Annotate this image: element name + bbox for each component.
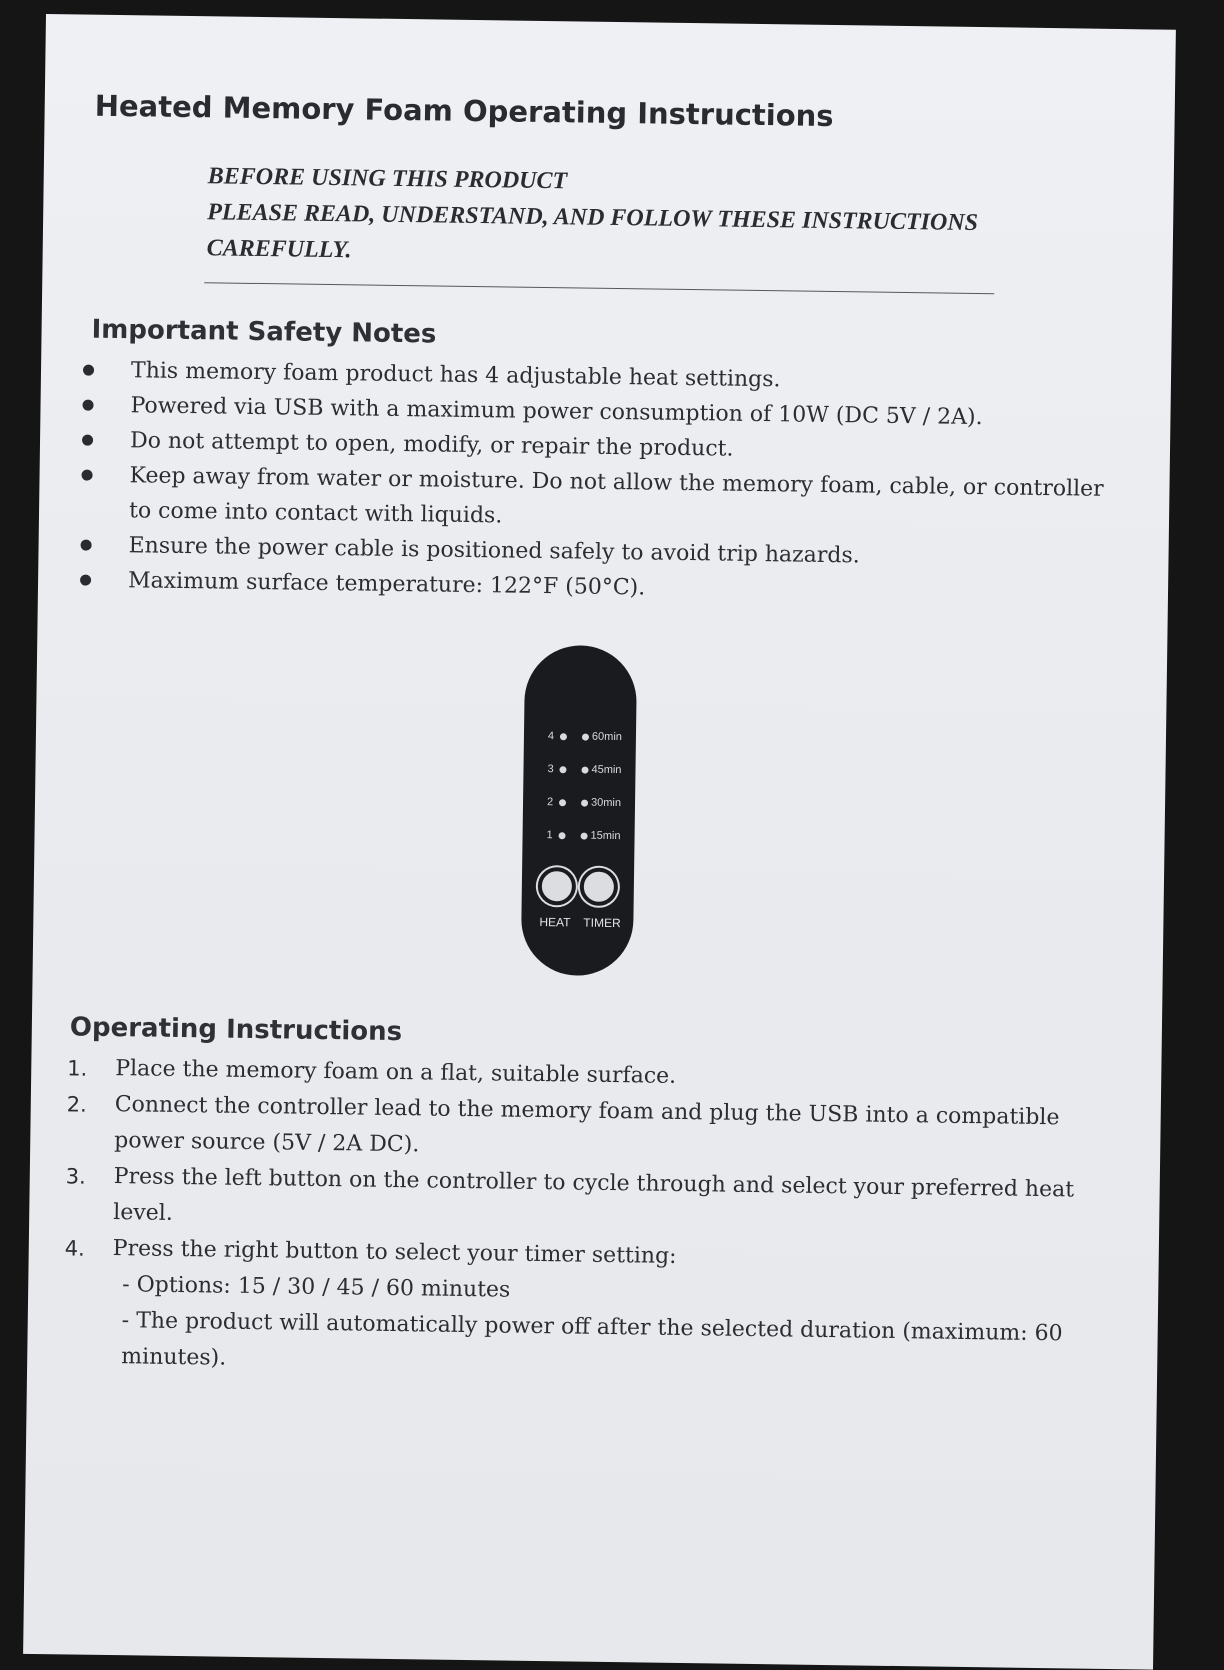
read-before-use-notice (206, 158, 1007, 277)
timer-indicator-icon (582, 734, 589, 741)
bullet-icon (82, 435, 93, 446)
safety-item-text: Powered via USB with a maximum power consumption of 10W (DC 5V / 2A). (130, 393, 983, 431)
timer-option-label: 30min (590, 796, 622, 810)
safety-list (74, 352, 1127, 612)
controller-row (523, 760, 635, 782)
instruction-sheet (23, 14, 1176, 1670)
heat-level-label: 1 (546, 829, 553, 842)
document-title: Heated Memory Foam Operating Instructions (94, 88, 834, 134)
bullet-icon (81, 540, 92, 551)
controller-row (524, 727, 636, 749)
safety-item-text: Ensure the power cable is positioned safely to avoid trip hazards. (128, 533, 860, 569)
heat-button-icon (538, 867, 577, 906)
safety-item-text: This memory foam product has 4 adjustable heat settings. (130, 358, 781, 393)
safety-heading: Important Safety Notes (91, 314, 437, 350)
step-item (63, 1230, 1125, 1389)
bullet-icon (81, 470, 92, 481)
step-number: 2. (66, 1092, 87, 1117)
heat-level-label: 3 (547, 763, 554, 776)
timer-indicator-icon (581, 767, 588, 774)
controller-illustration (521, 645, 638, 977)
notice-line: CAREFULLY. (206, 235, 352, 264)
heat-indicator-icon (559, 766, 566, 773)
operating-heading: Operating Instructions (69, 1012, 403, 1048)
heat-level-label: 2 (546, 796, 554, 809)
operating-steps (63, 1050, 1127, 1389)
notice-line: BEFORE USING THIS PRODUCT (207, 163, 568, 195)
step-text: Press the left button on the controller to cycle through and select your preferred heat level. (113, 1164, 1075, 1226)
step-number: 4. (64, 1236, 85, 1261)
divider (204, 282, 994, 294)
safety-item-text: Maximum surface temperature: 122°F (50°C). (127, 568, 646, 601)
timer-indicator-icon (581, 800, 588, 807)
step-number: 1. (67, 1056, 88, 1081)
notice-line: PLEASE READ, UNDERSTAND, AND FOLLOW THESE INSTRUCTIONS (207, 199, 979, 237)
step-number: 3. (65, 1164, 86, 1189)
heat-indicator-icon (559, 832, 566, 839)
step-text: Connect the controller lead to the memory foam and plug the USB into a compatible power source (5V / 2A DC). (114, 1092, 1060, 1158)
timer-button-label: TIMER (583, 915, 621, 931)
timer-option-label: 60min (591, 730, 623, 744)
controller-row (522, 826, 634, 848)
timer-indicator-icon (581, 833, 588, 840)
step-sub-item: - The product will automatically power off after the selected duration (maximum: 60 minutes). (121, 1308, 1063, 1371)
bullet-icon (83, 365, 94, 376)
timer-button-icon (580, 868, 619, 907)
safety-item-text: Keep away from water or moisture. Do not allow the memory foam, cable, or controller to come into contact with liquids. (128, 463, 1104, 529)
controller-row (523, 793, 635, 815)
timer-option-label: 15min (590, 829, 621, 843)
step-sub-item: - Options: 15 / 30 / 45 / 60 minutes (122, 1272, 511, 1303)
timer-option-label: 45min (591, 763, 622, 777)
heat-indicator-icon (559, 799, 566, 806)
heat-level-label: 4 (547, 730, 555, 743)
bullet-icon (82, 400, 93, 411)
step-text: Place the memory foam on a flat, suitable surface. (115, 1056, 677, 1089)
bullet-icon (80, 575, 91, 586)
heat-indicator-icon (560, 733, 567, 740)
heat-button-label: HEAT (539, 914, 571, 930)
safety-item-text: Do not attempt to open, modify, or repair the product. (129, 428, 734, 462)
step-text: Press the right button to select your timer setting: (112, 1236, 677, 1269)
